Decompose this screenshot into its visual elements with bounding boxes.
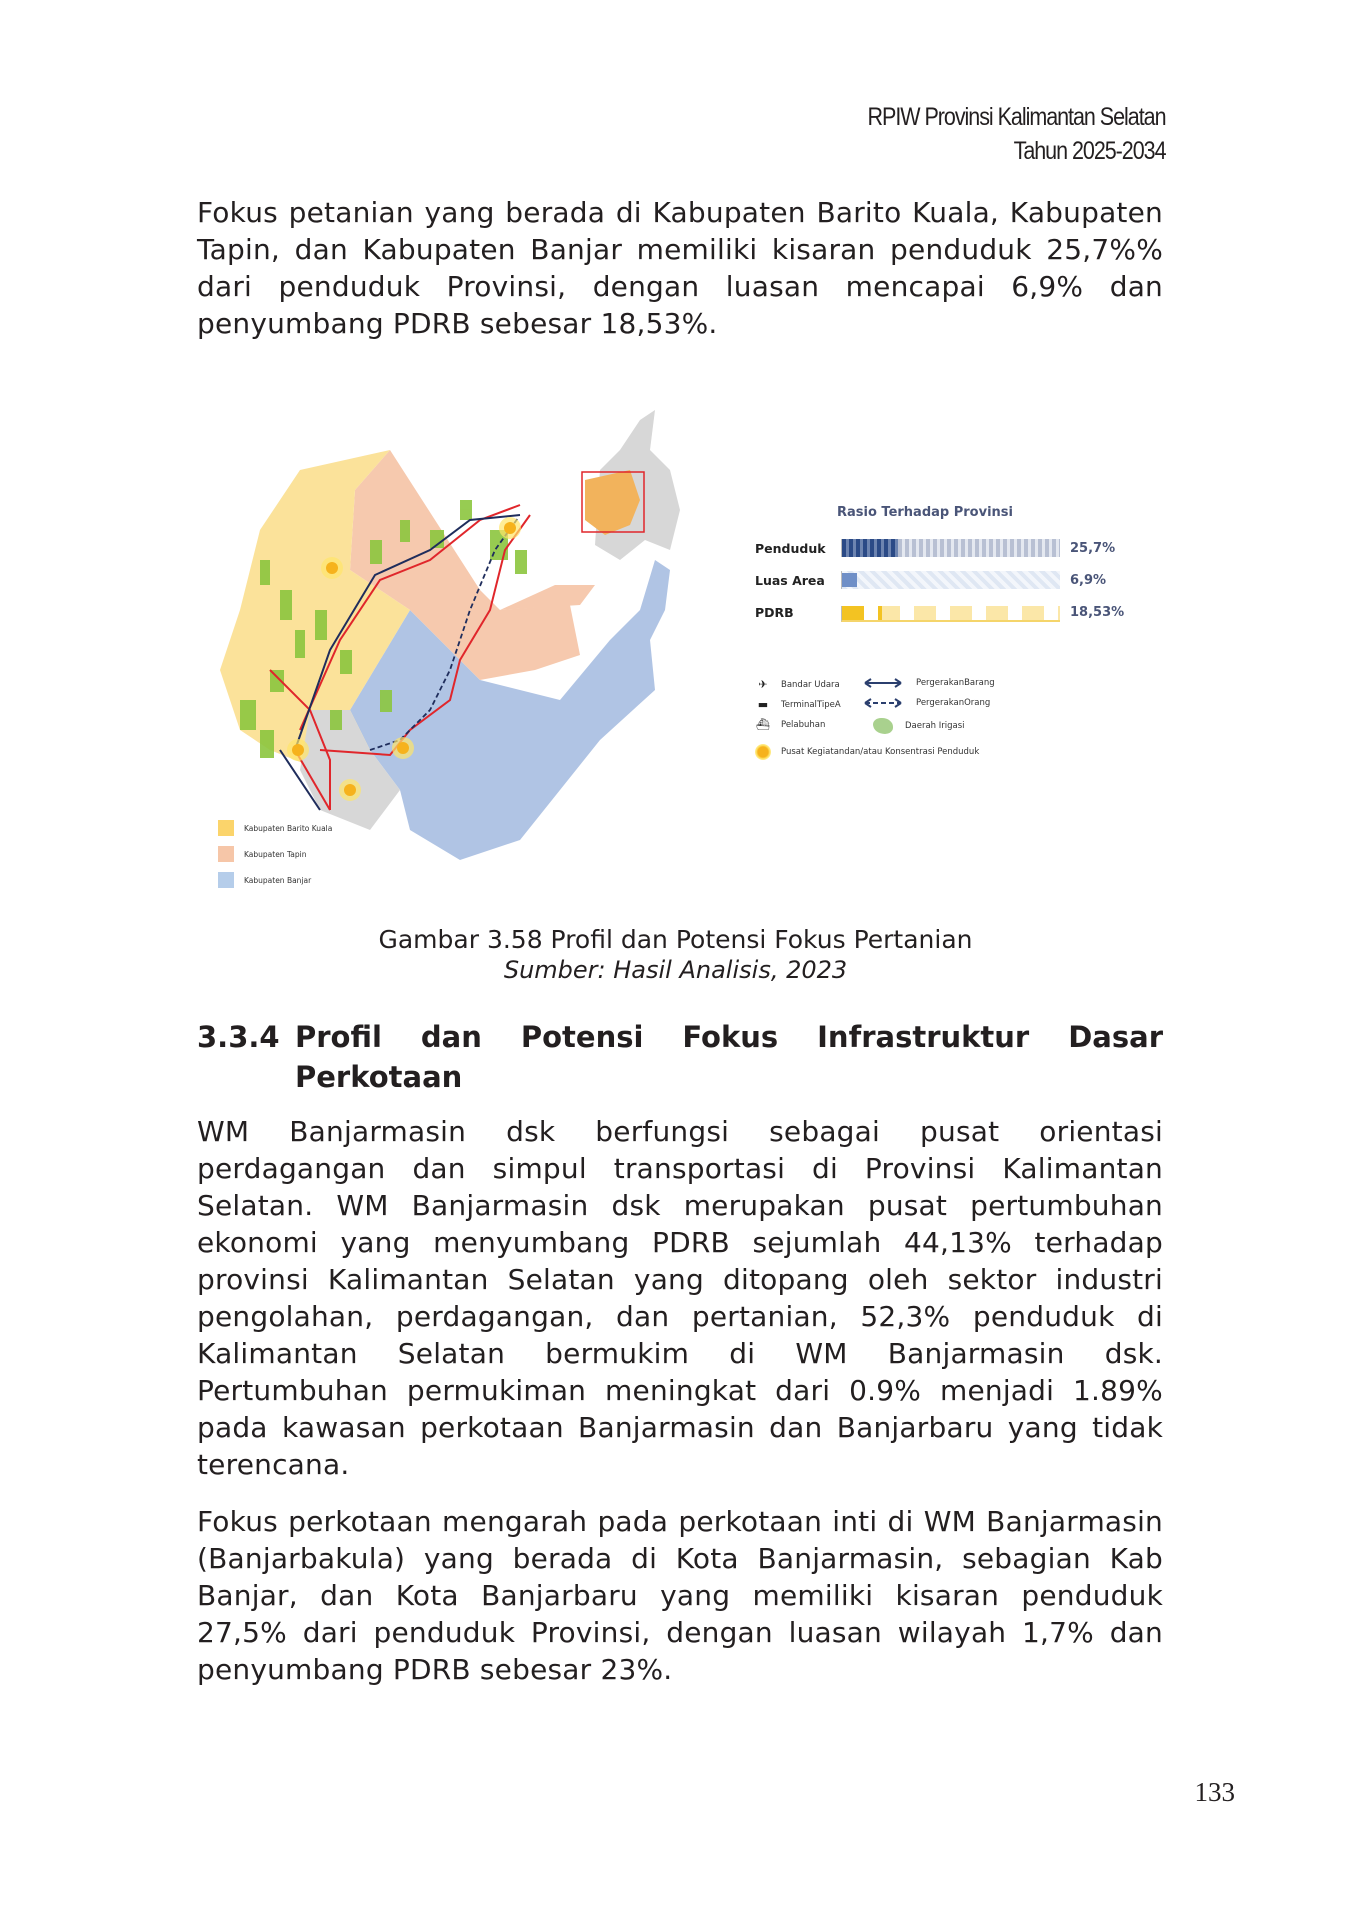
- bus-icon: ▬: [757, 698, 769, 711]
- legend-terminal: [755, 698, 841, 711]
- figure-caption: [0, 925, 1351, 985]
- ratio-panel: [755, 505, 1135, 628]
- legend-label: Pelabuhan: [781, 719, 826, 730]
- ratio-row-luas-area: [755, 564, 1135, 596]
- ratio-label: Luas Area: [755, 572, 825, 588]
- ratio-bar-penduduk: [841, 539, 1060, 557]
- ratio-value: 6,9%: [1070, 572, 1107, 588]
- legend-label: Kabupaten Tapin: [244, 849, 307, 859]
- legend-pergerakan-barang: [860, 678, 995, 688]
- legend-tapin: [218, 841, 332, 867]
- paragraph-fokus-pertanian: Fokus petanian yang berada di Kabupaten Barito Kuala, Kabupaten Tapin, dan Kabupaten Banjar memiliki kisaran penduduk 25,7%% dari penduduk Provinsi, dengan luasan mencapai 6,9% dan penyumbang PDRB sebesar 18,53%.: [197, 196, 1163, 340]
- color-swatch: [218, 820, 234, 836]
- irrigation-area-icon: [873, 718, 893, 734]
- section-heading: [197, 1017, 1163, 1097]
- legend-label: Kabupaten Banjar: [244, 875, 312, 885]
- ratio-value: 25,7%: [1070, 540, 1116, 556]
- legend-banjar: [218, 867, 332, 893]
- legend-daerah-irigasi: [873, 718, 965, 734]
- header-title: RPIW Provinsi Kalimantan Selatan: [867, 103, 1165, 131]
- map-legend-regions: [218, 815, 332, 893]
- ratio-bar-pdrb: [841, 606, 1060, 622]
- legend-pergerakan-orang: [860, 698, 990, 708]
- activity-center-icon: [755, 744, 771, 760]
- color-swatch: [218, 846, 234, 862]
- caption-title: Gambar 3.58 Profil dan Potensi Fokus Pertanian: [378, 925, 973, 954]
- ratio-value: 18,53%: [1070, 604, 1125, 620]
- legend-label: Pusat Kegiatandan/atau Konsentrasi Penduduk: [781, 747, 980, 757]
- dashed-arrow-icon: [860, 698, 906, 708]
- legend-bandar-udara: [755, 678, 840, 691]
- section-number: 3.3.4: [197, 1020, 280, 1054]
- legend-pusat-kegiatan: [755, 744, 979, 760]
- paragraph-fokus-perkotaan: Fokus perkotaan mengarah pada perkotaan inti di WM Banjarmasin (Banjarbakula) yang berada di Kota Banjarmasin, sebagian Kab Banjar, dan Kota Banjarbaru yang memiliki kisaran penduduk 27,5% dari penduduk Provinsi, dengan luasan wilayah 1,7% dan penyumbang PDRB sebesar 23%.: [197, 1505, 1163, 1686]
- legend-label: TerminalTipeA: [781, 699, 841, 710]
- legend-label: PergerakanBarang: [916, 678, 995, 688]
- header-period: Tahun 2025-2034: [1013, 137, 1165, 165]
- airplane-icon: ✈: [758, 678, 768, 691]
- ratio-row-pdrb: [755, 596, 1135, 628]
- caption-source: Sumber: Hasil Analisis, 2023: [503, 956, 848, 984]
- legend-label: Kabupaten Barito Kuala: [244, 823, 333, 833]
- paragraph-wm-banjarmasin: WM Banjarmasin dsk berfungsi sebagai pusat orientasi perdagangan dan simpul transportasi di Provinsi Kalimantan Selatan. WM Banjarmasin dsk merupakan pusat pertumbuhan ekonomi yang menyumbang PDRB sejumlah 44,13% terhadap provinsi Kalimantan Selatan yang ditopang oleh sektor industri pengolahan, perdagangan, dan pertanian, 52,3% penduduk di Kalimantan Selatan bermukim di WM Banjarmasin dsk. Pertumbuhan permukiman meningkat dari 0.9% menjadi 1.89% pada kawasan perkotaan Banjarmasin dan Banjarbaru yang tidak terencana.: [197, 1115, 1163, 1481]
- legend-label: PergerakanOrang: [916, 698, 991, 708]
- color-swatch: [218, 872, 234, 888]
- legend-barito-kuala: [218, 815, 332, 841]
- figure-map-fokus-pertanian: [200, 410, 1160, 890]
- ratio-title: Rasio Terhadap Provinsi: [837, 505, 1013, 520]
- page-number: 133: [1194, 1777, 1235, 1807]
- map-illustration: [200, 410, 1160, 890]
- ship-icon: ⛴: [756, 718, 770, 731]
- legend-label: Daerah Irigasi: [905, 721, 965, 731]
- legend-label: Bandar Udara: [781, 679, 840, 690]
- section-title: Profil dan Potensi Fokus Infrastruktur Dasar Perkotaan: [295, 1020, 1163, 1094]
- page-header: [819, 100, 1166, 168]
- ratio-label: Penduduk: [755, 540, 826, 556]
- solid-arrow-icon: [860, 678, 906, 688]
- ratio-label: PDRB: [755, 604, 794, 620]
- legend-pelabuhan: [755, 718, 825, 731]
- ratio-row-penduduk: [755, 532, 1135, 564]
- ratio-bar-luas-area: [841, 571, 1060, 589]
